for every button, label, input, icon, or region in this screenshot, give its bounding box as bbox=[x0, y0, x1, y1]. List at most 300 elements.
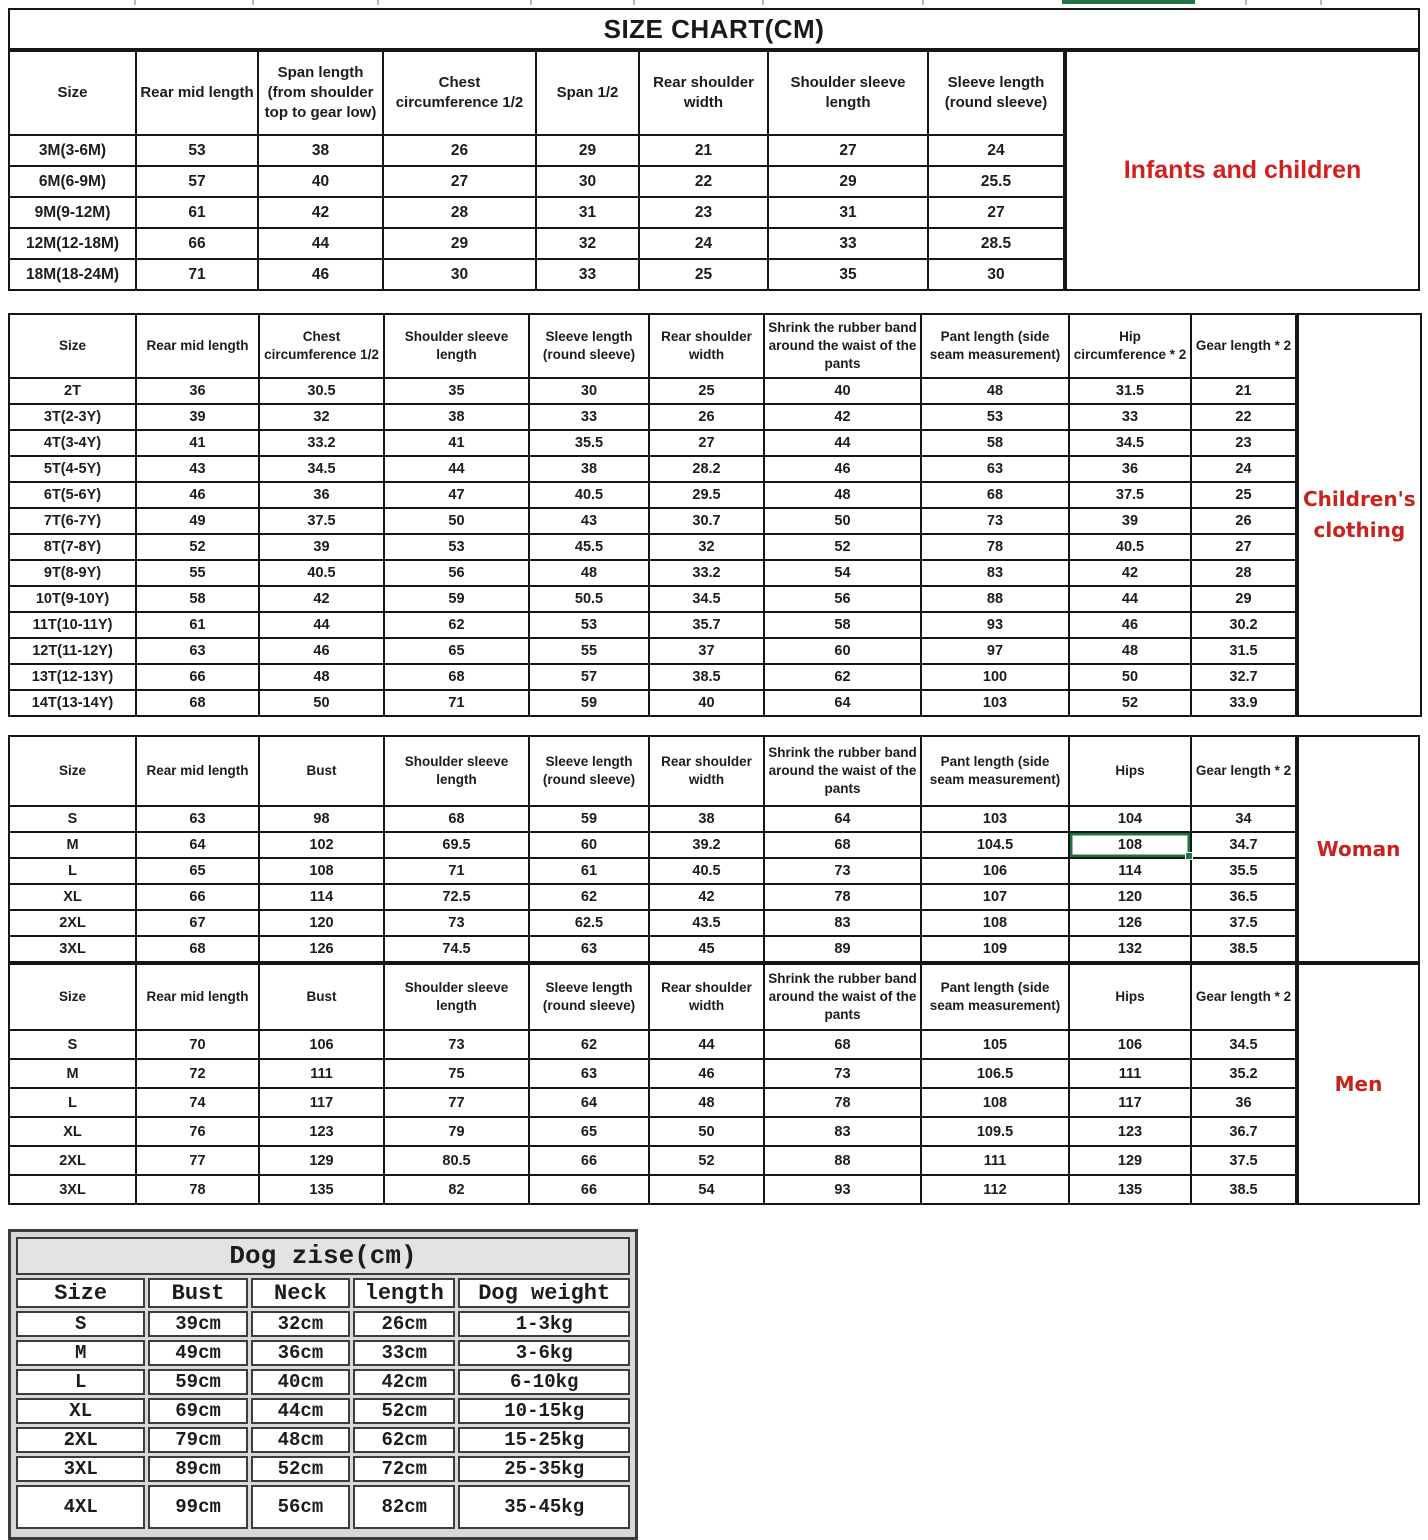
table-cell[interactable]: 104 bbox=[1069, 806, 1191, 832]
table-cell[interactable]: 34.5 bbox=[1191, 1030, 1296, 1059]
table-cell[interactable]: 62 bbox=[529, 884, 649, 910]
table-cell[interactable]: 34.5 bbox=[1069, 430, 1191, 456]
column-header[interactable]: Gear length * 2 bbox=[1191, 314, 1296, 378]
table-cell[interactable]: 29 bbox=[536, 135, 639, 166]
row-size-cell[interactable]: 6T(5-6Y) bbox=[9, 482, 136, 508]
row-size-cell[interactable]: 11T(10-11Y) bbox=[9, 612, 136, 638]
table-cell[interactable]: 60 bbox=[529, 832, 649, 858]
table-cell[interactable]: 73 bbox=[764, 858, 921, 884]
column-header[interactable]: Size bbox=[9, 314, 136, 378]
table-cell[interactable]: 37.5 bbox=[1191, 1146, 1296, 1175]
table-cell[interactable]: 72.5 bbox=[384, 884, 529, 910]
table-cell[interactable]: 30 bbox=[383, 259, 536, 290]
table-cell[interactable]: 33 bbox=[1069, 404, 1191, 430]
table-cell[interactable]: 98 bbox=[259, 806, 384, 832]
column-header[interactable]: Pant length (side seam measurement) bbox=[921, 736, 1069, 806]
table-cell[interactable]: 26 bbox=[383, 135, 536, 166]
table-cell[interactable]: 68 bbox=[384, 664, 529, 690]
table-cell[interactable]: 26 bbox=[1191, 508, 1296, 534]
table-cell[interactable]: 53 bbox=[921, 404, 1069, 430]
table-cell[interactable]: 50.5 bbox=[529, 586, 649, 612]
table-cell[interactable]: 30.2 bbox=[1191, 612, 1296, 638]
table-cell[interactable]: 52 bbox=[1069, 690, 1191, 716]
column-header[interactable]: Rear shoulder width bbox=[649, 736, 764, 806]
table-cell[interactable]: 64 bbox=[136, 832, 259, 858]
table-cell[interactable]: 89 bbox=[764, 936, 921, 962]
table-cell[interactable]: 37.5 bbox=[259, 508, 384, 534]
table-cell[interactable]: 34.7 bbox=[1191, 832, 1296, 858]
table-cell[interactable]: 36 bbox=[1069, 456, 1191, 482]
table-cell[interactable]: 57 bbox=[136, 166, 258, 197]
table-cell[interactable]: 29 bbox=[768, 166, 928, 197]
table-cell[interactable]: 63 bbox=[136, 806, 259, 832]
table-cell[interactable]: 22 bbox=[639, 166, 768, 197]
table-cell[interactable]: 44 bbox=[384, 456, 529, 482]
table-cell[interactable]: 108 bbox=[921, 1088, 1069, 1117]
column-header[interactable]: Shrink the rubber band around the waist of the pants bbox=[764, 314, 921, 378]
table-cell[interactable]: 53 bbox=[384, 534, 529, 560]
table-cell[interactable]: 117 bbox=[259, 1088, 384, 1117]
table-cell[interactable]: 55 bbox=[529, 638, 649, 664]
table-cell[interactable]: 44 bbox=[259, 612, 384, 638]
table-cell[interactable]: 34.5 bbox=[259, 456, 384, 482]
table-cell[interactable]: 27 bbox=[928, 197, 1064, 228]
table-cell[interactable]: 28 bbox=[383, 197, 536, 228]
table-cell[interactable]: 78 bbox=[764, 1088, 921, 1117]
row-size-cell[interactable]: XL bbox=[9, 884, 136, 910]
table-cell[interactable]: 71 bbox=[384, 690, 529, 716]
table-cell[interactable]: 108 bbox=[259, 858, 384, 884]
table-cell[interactable]: 61 bbox=[136, 612, 259, 638]
table-cell[interactable]: 49 bbox=[136, 508, 259, 534]
table-cell[interactable]: 31.5 bbox=[1191, 638, 1296, 664]
table-cell[interactable]: 62 bbox=[384, 612, 529, 638]
table-cell[interactable]: 22 bbox=[1191, 404, 1296, 430]
table-cell[interactable]: 42 bbox=[649, 884, 764, 910]
column-header[interactable]: Hips bbox=[1069, 736, 1191, 806]
table-cell[interactable]: 27 bbox=[768, 135, 928, 166]
table-cell[interactable]: 78 bbox=[136, 1175, 259, 1204]
column-header[interactable]: Size bbox=[9, 51, 136, 135]
row-size-cell[interactable]: S bbox=[9, 806, 136, 832]
table-cell[interactable]: 135 bbox=[259, 1175, 384, 1204]
table-cell[interactable]: 111 bbox=[1069, 1059, 1191, 1088]
table-cell[interactable]: 64 bbox=[764, 806, 921, 832]
table-cell[interactable]: 64 bbox=[529, 1088, 649, 1117]
row-size-cell[interactable]: 2T bbox=[9, 378, 136, 404]
table-cell[interactable]: 76 bbox=[136, 1117, 259, 1146]
table-cell[interactable]: 44 bbox=[258, 228, 383, 259]
table-cell[interactable]: 78 bbox=[764, 884, 921, 910]
table-cell[interactable]: 129 bbox=[1069, 1146, 1191, 1175]
table-cell[interactable]: 35 bbox=[384, 378, 529, 404]
table-cell[interactable]: 28.2 bbox=[649, 456, 764, 482]
row-size-cell[interactable]: 3T(2-3Y) bbox=[9, 404, 136, 430]
column-header[interactable]: Gear length * 2 bbox=[1191, 964, 1296, 1030]
table-cell[interactable]: 38 bbox=[384, 404, 529, 430]
table-cell[interactable]: 30.5 bbox=[259, 378, 384, 404]
table-cell[interactable]: 38.5 bbox=[1191, 1175, 1296, 1204]
table-cell[interactable]: 43 bbox=[136, 456, 259, 482]
table-cell[interactable]: 72 bbox=[136, 1059, 259, 1088]
row-size-cell[interactable]: 8T(7-8Y) bbox=[9, 534, 136, 560]
column-header[interactable]: Rear shoulder width bbox=[649, 314, 764, 378]
table-cell[interactable]: 62 bbox=[529, 1030, 649, 1059]
table-cell[interactable]: 35.5 bbox=[529, 430, 649, 456]
table-cell[interactable]: 31.5 bbox=[1069, 378, 1191, 404]
table-cell[interactable]: 126 bbox=[259, 936, 384, 962]
table-cell[interactable]: 37.5 bbox=[1191, 910, 1296, 936]
table-cell[interactable]: 111 bbox=[259, 1059, 384, 1088]
table-cell[interactable]: 37.5 bbox=[1069, 482, 1191, 508]
table-cell[interactable]: 40.5 bbox=[529, 482, 649, 508]
table-cell[interactable]: 56 bbox=[384, 560, 529, 586]
men-label[interactable]: Men bbox=[1297, 963, 1420, 1205]
column-header[interactable]: Span 1/2 bbox=[536, 51, 639, 135]
table-cell[interactable]: 107 bbox=[921, 884, 1069, 910]
table-cell[interactable]: 65 bbox=[384, 638, 529, 664]
table-cell[interactable]: 44 bbox=[649, 1030, 764, 1059]
table-cell[interactable]: 48 bbox=[764, 482, 921, 508]
table-cell[interactable]: 68 bbox=[921, 482, 1069, 508]
table-cell[interactable]: 129 bbox=[259, 1146, 384, 1175]
table-cell[interactable]: 60 bbox=[764, 638, 921, 664]
table-cell[interactable]: 45 bbox=[649, 936, 764, 962]
table-cell[interactable]: 52 bbox=[649, 1146, 764, 1175]
row-size-cell[interactable]: 14T(13-14Y) bbox=[9, 690, 136, 716]
row-size-cell[interactable]: 18M(18-24M) bbox=[9, 259, 136, 290]
table-cell[interactable]: 66 bbox=[136, 664, 259, 690]
table-cell[interactable]: 73 bbox=[384, 910, 529, 936]
table-cell[interactable]: 100 bbox=[921, 664, 1069, 690]
table-cell[interactable]: 74.5 bbox=[384, 936, 529, 962]
table-cell[interactable]: 33 bbox=[768, 228, 928, 259]
table-cell[interactable]: 52 bbox=[764, 534, 921, 560]
table-cell[interactable]: 37 bbox=[649, 638, 764, 664]
table-cell[interactable]: 39 bbox=[1069, 508, 1191, 534]
table-cell[interactable]: 63 bbox=[529, 1059, 649, 1088]
table-cell[interactable]: 73 bbox=[921, 508, 1069, 534]
table-cell[interactable]: 47 bbox=[384, 482, 529, 508]
table-cell[interactable]: 123 bbox=[1069, 1117, 1191, 1146]
table-cell[interactable]: 36 bbox=[136, 378, 259, 404]
table-cell[interactable]: 41 bbox=[384, 430, 529, 456]
table-cell[interactable]: 46 bbox=[764, 456, 921, 482]
table-cell[interactable]: 68 bbox=[764, 832, 921, 858]
column-header[interactable]: Shrink the rubber band around the waist of the pants bbox=[764, 964, 921, 1030]
row-size-cell[interactable]: 2XL bbox=[9, 910, 136, 936]
table-cell[interactable]: 63 bbox=[921, 456, 1069, 482]
table-cell[interactable]: 48 bbox=[921, 378, 1069, 404]
table-cell[interactable]: 82 bbox=[384, 1175, 529, 1204]
column-header[interactable]: Span length (from shoulder top to gear low) bbox=[258, 51, 383, 135]
table-cell[interactable]: 23 bbox=[639, 197, 768, 228]
table-cell[interactable]: 53 bbox=[529, 612, 649, 638]
row-size-cell[interactable]: 12M(12-18M) bbox=[9, 228, 136, 259]
table-cell[interactable]: 54 bbox=[764, 560, 921, 586]
table-cell[interactable]: 106 bbox=[921, 858, 1069, 884]
table-cell[interactable]: 70 bbox=[136, 1030, 259, 1059]
column-header[interactable]: Size bbox=[9, 736, 136, 806]
table-cell[interactable]: 30.7 bbox=[649, 508, 764, 534]
row-size-cell[interactable]: 13T(12-13Y) bbox=[9, 664, 136, 690]
table-cell[interactable]: 63 bbox=[529, 936, 649, 962]
table-cell[interactable]: 23 bbox=[1191, 430, 1296, 456]
table-cell[interactable]: 32 bbox=[649, 534, 764, 560]
table-cell[interactable]: 42 bbox=[258, 197, 383, 228]
table-cell[interactable]: 114 bbox=[1069, 858, 1191, 884]
table-cell[interactable]: 21 bbox=[639, 135, 768, 166]
table-cell[interactable]: 120 bbox=[1069, 884, 1191, 910]
table-cell[interactable]: 71 bbox=[384, 858, 529, 884]
table-cell[interactable]: 40.5 bbox=[259, 560, 384, 586]
row-size-cell[interactable]: 2XL bbox=[9, 1146, 136, 1175]
table-cell[interactable]: 40.5 bbox=[649, 858, 764, 884]
table-cell[interactable]: 34.5 bbox=[649, 586, 764, 612]
table-cell[interactable]: 48 bbox=[529, 560, 649, 586]
table-cell[interactable]: 55 bbox=[136, 560, 259, 586]
table-cell[interactable]: 32.7 bbox=[1191, 664, 1296, 690]
table-cell[interactable]: 27 bbox=[383, 166, 536, 197]
row-size-cell[interactable]: XL bbox=[9, 1117, 136, 1146]
column-header[interactable]: Rear shoulder width bbox=[639, 51, 768, 135]
woman-label[interactable]: Woman bbox=[1297, 735, 1420, 963]
column-header[interactable]: Hip circumference * 2 bbox=[1069, 314, 1191, 378]
column-header[interactable]: Rear mid length bbox=[136, 51, 258, 135]
table-cell[interactable]: 73 bbox=[764, 1059, 921, 1088]
column-header[interactable]: Pant length (side seam measurement) bbox=[921, 314, 1069, 378]
table-cell[interactable]: 66 bbox=[529, 1146, 649, 1175]
column-header[interactable]: Gear length * 2 bbox=[1191, 736, 1296, 806]
table-cell[interactable]: 33 bbox=[536, 259, 639, 290]
table-cell[interactable]: 103 bbox=[921, 806, 1069, 832]
table-cell[interactable]: 39.2 bbox=[649, 832, 764, 858]
table-cell[interactable]: 58 bbox=[764, 612, 921, 638]
table-cell[interactable]: 25 bbox=[649, 378, 764, 404]
row-size-cell[interactable]: M bbox=[9, 832, 136, 858]
table-cell[interactable]: 80.5 bbox=[384, 1146, 529, 1175]
table-cell[interactable]: 48 bbox=[649, 1088, 764, 1117]
table-cell[interactable]: 50 bbox=[259, 690, 384, 716]
column-header[interactable]: Shoulder sleeve length bbox=[384, 314, 529, 378]
table-cell[interactable]: 48 bbox=[259, 664, 384, 690]
table-cell[interactable]: 93 bbox=[921, 612, 1069, 638]
table-cell[interactable]: 44 bbox=[764, 430, 921, 456]
table-cell[interactable]: 66 bbox=[136, 884, 259, 910]
table-cell[interactable]: 45.5 bbox=[529, 534, 649, 560]
table-cell[interactable]: 126 bbox=[1069, 910, 1191, 936]
table-cell[interactable]: 43 bbox=[529, 508, 649, 534]
table-cell[interactable]: 36.5 bbox=[1191, 884, 1296, 910]
row-size-cell[interactable]: 7T(6-7Y) bbox=[9, 508, 136, 534]
table-cell[interactable]: 25 bbox=[1191, 482, 1296, 508]
table-cell[interactable]: 78 bbox=[921, 534, 1069, 560]
table-cell[interactable]: 39 bbox=[259, 534, 384, 560]
table-cell[interactable]: 59 bbox=[529, 690, 649, 716]
table-cell[interactable]: 68 bbox=[136, 936, 259, 962]
table-cell[interactable]: 102 bbox=[259, 832, 384, 858]
table-cell[interactable]: 38 bbox=[649, 806, 764, 832]
row-size-cell[interactable]: M bbox=[9, 1059, 136, 1088]
row-size-cell[interactable]: 3M(3-6M) bbox=[9, 135, 136, 166]
row-size-cell[interactable]: 10T(9-10Y) bbox=[9, 586, 136, 612]
table-cell[interactable]: 36.7 bbox=[1191, 1117, 1296, 1146]
table-cell[interactable]: 38.5 bbox=[649, 664, 764, 690]
table-cell[interactable]: 75 bbox=[384, 1059, 529, 1088]
row-size-cell[interactable]: 5T(4-5Y) bbox=[9, 456, 136, 482]
table-cell[interactable]: 104.5 bbox=[921, 832, 1069, 858]
table-cell[interactable]: 42 bbox=[1069, 560, 1191, 586]
table-cell[interactable]: 26 bbox=[649, 404, 764, 430]
table-cell[interactable]: 135 bbox=[1069, 1175, 1191, 1204]
table-cell[interactable]: 46 bbox=[259, 638, 384, 664]
column-header[interactable]: Shrink the rubber band around the waist of the pants bbox=[764, 736, 921, 806]
table-cell[interactable]: 32 bbox=[259, 404, 384, 430]
table-cell[interactable]: 106 bbox=[1069, 1030, 1191, 1059]
row-size-cell[interactable]: 4T(3-4Y) bbox=[9, 430, 136, 456]
table-cell[interactable]: 61 bbox=[136, 197, 258, 228]
row-size-cell[interactable]: 3XL bbox=[9, 936, 136, 962]
table-cell[interactable]: 33.9 bbox=[1191, 690, 1296, 716]
table-cell[interactable]: 108 bbox=[921, 910, 1069, 936]
table-cell[interactable]: 69.5 bbox=[384, 832, 529, 858]
table-cell[interactable]: 54 bbox=[649, 1175, 764, 1204]
table-cell[interactable]: 68 bbox=[764, 1030, 921, 1059]
column-header[interactable]: Rear shoulder width bbox=[649, 964, 764, 1030]
table-cell[interactable]: 111 bbox=[921, 1146, 1069, 1175]
table-cell[interactable]: 88 bbox=[921, 586, 1069, 612]
table-cell[interactable]: 24 bbox=[1191, 456, 1296, 482]
table-cell[interactable]: 46 bbox=[136, 482, 259, 508]
table-cell[interactable]: 33 bbox=[529, 404, 649, 430]
table-cell[interactable]: 40 bbox=[764, 378, 921, 404]
row-size-cell[interactable]: 9M(9-12M) bbox=[9, 197, 136, 228]
table-cell[interactable]: 106 bbox=[259, 1030, 384, 1059]
column-header[interactable]: Rear mid length bbox=[136, 736, 259, 806]
table-cell[interactable]: 56 bbox=[764, 586, 921, 612]
table-cell[interactable]: 106.5 bbox=[921, 1059, 1069, 1088]
table-cell[interactable]: 33.2 bbox=[649, 560, 764, 586]
table-cell[interactable]: 27 bbox=[1191, 534, 1296, 560]
table-cell[interactable]: 38 bbox=[258, 135, 383, 166]
table-cell[interactable]: 120 bbox=[259, 910, 384, 936]
table-cell[interactable]: 103 bbox=[921, 690, 1069, 716]
column-header[interactable]: Sleeve length (round sleeve) bbox=[928, 51, 1064, 135]
table-cell[interactable]: 46 bbox=[1069, 612, 1191, 638]
column-header[interactable]: Shoulder sleeve length bbox=[384, 964, 529, 1030]
table-cell[interactable]: 40.5 bbox=[1069, 534, 1191, 560]
table-cell[interactable]: 50 bbox=[384, 508, 529, 534]
infants-label[interactable]: Infants and children bbox=[1065, 50, 1420, 291]
table-cell[interactable]: 50 bbox=[764, 508, 921, 534]
table-cell[interactable]: 50 bbox=[1069, 664, 1191, 690]
table-cell[interactable]: 68 bbox=[136, 690, 259, 716]
table-cell[interactable]: 25 bbox=[639, 259, 768, 290]
row-size-cell[interactable]: 12T(11-12Y) bbox=[9, 638, 136, 664]
table-cell[interactable]: 77 bbox=[136, 1146, 259, 1175]
table-cell[interactable]: 33.2 bbox=[259, 430, 384, 456]
table-cell[interactable]: 27 bbox=[649, 430, 764, 456]
table-cell[interactable]: 53 bbox=[136, 135, 258, 166]
column-header[interactable]: Sleeve length (round sleeve) bbox=[529, 964, 649, 1030]
table-cell[interactable]: 117 bbox=[1069, 1088, 1191, 1117]
table-cell[interactable]: 31 bbox=[536, 197, 639, 228]
table-cell[interactable]: 114 bbox=[259, 884, 384, 910]
table-cell[interactable]: 109 bbox=[921, 936, 1069, 962]
row-size-cell[interactable]: 6M(6-9M) bbox=[9, 166, 136, 197]
table-cell[interactable]: 57 bbox=[529, 664, 649, 690]
table-cell[interactable]: 30 bbox=[536, 166, 639, 197]
column-header[interactable]: Shoulder sleeve length bbox=[384, 736, 529, 806]
table-cell[interactable]: 40 bbox=[649, 690, 764, 716]
table-cell[interactable]: 42 bbox=[259, 586, 384, 612]
row-size-cell[interactable]: 9T(8-9Y) bbox=[9, 560, 136, 586]
table-cell[interactable]: 63 bbox=[136, 638, 259, 664]
table-cell[interactable]: 21 bbox=[1191, 378, 1296, 404]
table-cell[interactable]: 25.5 bbox=[928, 166, 1064, 197]
table-cell[interactable]: 35 bbox=[768, 259, 928, 290]
table-cell[interactable]: 66 bbox=[529, 1175, 649, 1204]
table-cell[interactable]: 97 bbox=[921, 638, 1069, 664]
table-cell[interactable]: 105 bbox=[921, 1030, 1069, 1059]
table-cell[interactable]: 112 bbox=[921, 1175, 1069, 1204]
table-cell[interactable]: 41 bbox=[136, 430, 259, 456]
table-cell[interactable]: 64 bbox=[764, 690, 921, 716]
table-cell[interactable]: 50 bbox=[649, 1117, 764, 1146]
column-header[interactable]: Sleeve length (round sleeve) bbox=[529, 736, 649, 806]
column-header[interactable]: Sleeve length (round sleeve) bbox=[529, 314, 649, 378]
table-cell[interactable]: 30 bbox=[529, 378, 649, 404]
table-cell[interactable]: 65 bbox=[136, 858, 259, 884]
row-size-cell[interactable]: S bbox=[9, 1030, 136, 1059]
table-cell[interactable]: 109.5 bbox=[921, 1117, 1069, 1146]
row-size-cell[interactable]: L bbox=[9, 858, 136, 884]
table-cell[interactable]: 68 bbox=[384, 806, 529, 832]
table-cell[interactable]: 52 bbox=[136, 534, 259, 560]
column-header[interactable]: Size bbox=[9, 964, 136, 1030]
table-cell[interactable]: 74 bbox=[136, 1088, 259, 1117]
table-cell[interactable]: 62.5 bbox=[529, 910, 649, 936]
row-size-cell[interactable]: 3XL bbox=[9, 1175, 136, 1204]
table-cell[interactable]: 38.5 bbox=[1191, 936, 1296, 962]
table-cell[interactable]: 59 bbox=[529, 806, 649, 832]
column-header[interactable]: Bust bbox=[259, 736, 384, 806]
column-header[interactable]: Shoulder sleeve length bbox=[768, 51, 928, 135]
table-cell[interactable]: 48 bbox=[1069, 638, 1191, 664]
table-cell[interactable]: 46 bbox=[258, 259, 383, 290]
table-cell[interactable]: 30 bbox=[928, 259, 1064, 290]
table-cell[interactable]: 28.5 bbox=[928, 228, 1064, 259]
table-cell[interactable]: 35.2 bbox=[1191, 1059, 1296, 1088]
table-cell[interactable]: 32 bbox=[536, 228, 639, 259]
table-cell[interactable]: 39 bbox=[136, 404, 259, 430]
children-label[interactable]: Children's clothing bbox=[1297, 313, 1422, 717]
column-header[interactable]: Chest circumference 1/2 bbox=[259, 314, 384, 378]
table-cell[interactable]: 40 bbox=[258, 166, 383, 197]
column-header[interactable]: Bust bbox=[259, 964, 384, 1030]
table-cell[interactable]: 132 bbox=[1069, 936, 1191, 962]
table-cell[interactable]: 44 bbox=[1069, 586, 1191, 612]
table-cell[interactable]: 73 bbox=[384, 1030, 529, 1059]
table-cell[interactable]: 35.5 bbox=[1191, 858, 1296, 884]
table-cell[interactable]: 71 bbox=[136, 259, 258, 290]
table-cell[interactable]: 77 bbox=[384, 1088, 529, 1117]
table-cell[interactable]: 36 bbox=[259, 482, 384, 508]
table-cell[interactable]: 62 bbox=[764, 664, 921, 690]
table-cell[interactable]: 93 bbox=[764, 1175, 921, 1204]
table-cell[interactable]: 42 bbox=[764, 404, 921, 430]
table-cell[interactable]: 65 bbox=[529, 1117, 649, 1146]
